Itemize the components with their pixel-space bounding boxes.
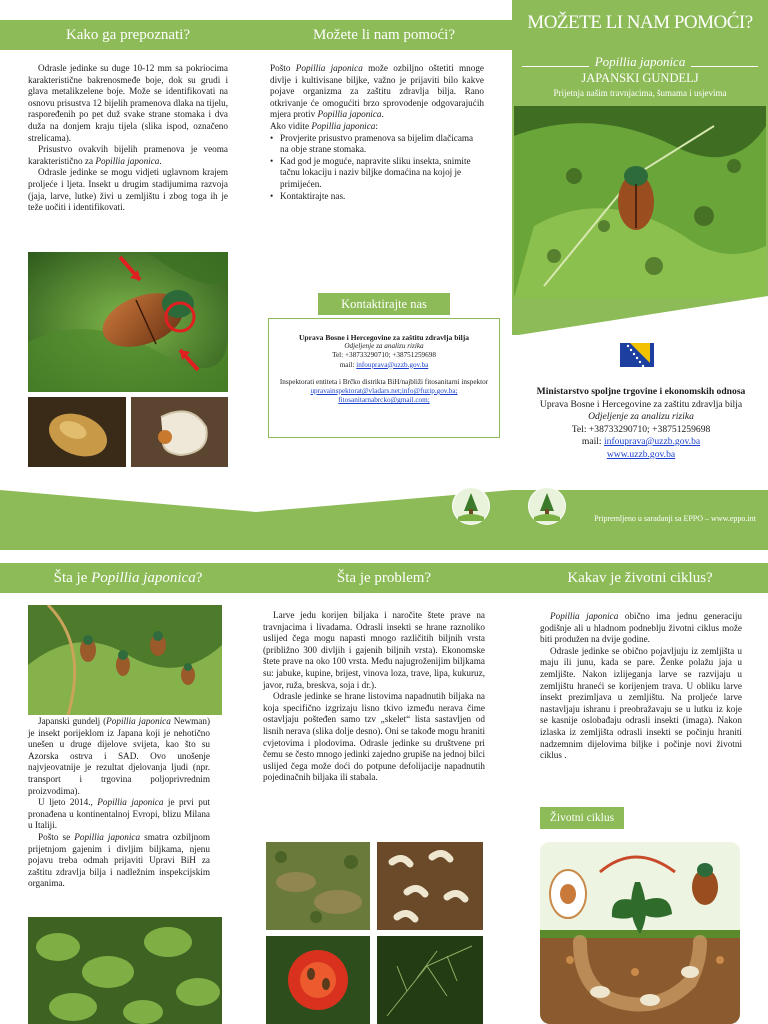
heading-can-you-help: Možete li nam pomoći? xyxy=(256,20,512,50)
ministry-contact: Ministarstvo spoljne trgovine i ekonomskih odnosa Uprava Bosne i Hercegovine za zaštitu zdravlja bilja Odjeljenje za analizu rizika Tel: +38733290710; +38751259698 mail: infouprava@uzzb.gov.ba www.uzzb.gov.ba xyxy=(516,386,766,461)
damaged-rose-image xyxy=(266,936,370,1024)
cover-panel xyxy=(512,0,768,335)
what-is-text: Japanski gundelj (Popillia japonica Newman) je insekt porijeklom iz Japana koji je nehotično unešen u druge dijelove svijeta, kao što su Azorska ostrva i SAD. Ovo unošenje najvjeovatnije je rezultat djelovanja ljudi (npr. transport i trgovina poljoprivrednim proizvodima). U ljeto 2014., Popillia japonica je prvi put pronađena u kontinentalnoj Evropi, blizu Milana u Italiji. Pošto se Popillia japonica smatra ozbiljnom prijetnjom gajenim i divljim biljkama, njenu pojavu treba odmah prijaviti Upravi BiH za zaštitu zdravlja bilja i nadležnim inspekcijskim organima. xyxy=(28,716,211,889)
beetles-on-plant-image xyxy=(28,605,222,715)
cover-common-name: JAPANSKI GUNDELJ xyxy=(581,71,699,85)
ministry-website-link[interactable]: www.uzzb.gov.ba xyxy=(606,448,676,460)
ministry-email-link[interactable]: infouprava@uzzb.gov.ba xyxy=(604,436,701,447)
brcko-email-link[interactable]: fitosanitarnabrcko@gmail.com; xyxy=(338,396,430,405)
cover-subtitle: Prijetnja našim travnjacima, šumama i usjevima xyxy=(553,88,727,98)
cover-species: Popillia japonica xyxy=(594,54,686,69)
heading-how-to-recognize: Kako ga prepoznati? xyxy=(0,20,256,50)
uzzb-logo-icon xyxy=(528,487,566,525)
larva-image xyxy=(131,397,228,467)
beetle-closeup-image xyxy=(28,252,228,392)
list-item: • Kad god je moguće, napravite sliku insekta, snimite tačnu lokaciju i naziv biljke domaćina na kojoj je primijećen. xyxy=(270,156,484,191)
damaged-plants-image xyxy=(28,917,222,1024)
help-bullets xyxy=(270,133,484,203)
heading-what-is: Šta je Popillia japonica? xyxy=(0,563,256,593)
life-cycle-diagram xyxy=(540,842,740,1024)
larvae-in-soil-image xyxy=(377,842,483,930)
contact-email-link[interactable]: infouprava@uzzb.gov.ba xyxy=(356,360,429,369)
skeletonized-leaves-image xyxy=(377,936,483,1024)
eppo-logo-icon xyxy=(452,487,490,525)
life-cycle-text: Popillia japonica obično ima jednu generaciju godišnje ali u hladnom podneblju životni ciklus može biti produžen na dvije godine. Odrasle jedinke se obično pojavljuju iz zemljišta u maju ili junu, kada se pare. Ženke polažu jaja u zemljište. Nakon izlijeganja larve se razvijaju u zemljištu hraneći se korijenjem trava. U obliku larve insekt prezimljava u zemljištu. Na proljeće larve nastavljaju ishranu i preobražavaju se u lutku iz koje se kasnije oslobađaju odrasli insekti (imaga). Nakon izlaska iz zemljišta odrasli insekti se počinju hraniti nadzemnim dijelovima biljke i počinje novi životni ciklus . xyxy=(540,611,742,761)
pupa-image xyxy=(28,397,126,467)
life-cycle-label: Životni ciklus xyxy=(540,807,624,829)
problem-text: Larve jedu korijen biljaka i naročite štete prave na travnjacima i livadama. Odrasli insekti se hrane raznoliko uslijed čega mogu napasti mnogo različitih biljnih vrsta (približno 300 divljih i gajenih biljnih vrsta). Ekonomske štete prave na oko 100 vrsta. Među najugroženijim biljkama su: jabuke, kupine, brijest, vinova loza, trave, lipa, kukuruz, javor, ruža, breskva, soja i dr.). Odrasle jedinke se hrane listovima napadnutih biljaka na koja specifično izgrizaju lisno tkivo između nerava čime ostavljaju pošteđen samo tzv „skelet“ lista sastavljen od lisnih nerava (slika dolje desno). Oni se takođe mogu hraniti cvjetovima i plodovima. Odrasle jedinke su društvene pri čemu se često mnogo jedinki zajedno grupiše na jednoj bilci uslijed čega može doći do potpune defolijacije napadnutih pojedinačnih biljaka ili stabala. xyxy=(263,610,485,783)
eppo-credit: Pripremljeno u saradanji sa EPPO – www.eppo.int xyxy=(594,514,756,523)
list-item: • Provjerite prisustvo pramenova sa bijelim dlačicama na obje strane stomaka. xyxy=(270,133,484,156)
cover-title: MOŽETE LI NAM POMOĆI? xyxy=(527,12,753,33)
damaged-lawn-image xyxy=(266,842,370,930)
help-text: Pošto Popillia japonica može ozbiljno oštetiti mnoge divlje i kultivisane biljke, važno je prijaviti bilo kakve pojave organizma za zaštitu zdravlja bilja. Rano otkrivanje će omogućiti brzo sprovodenje odgovarajućih mjera protiv Popillia japonica. Ako vidite Popillia japonica: • Provjerite prisustvo pramenova sa bijelim dlačicama na obje strane stomaka. • Kad god je moguće, napravite sliku insekta, snimite tačnu lokaciju i naziv biljke domaćina na kojoj je primijećen. • Kontaktirajte nas. xyxy=(270,63,484,202)
heading-problem: Šta je problem? xyxy=(256,563,512,593)
list-item: • Kontaktirajte nas. xyxy=(270,191,484,203)
contact-box: Uprava Bosne i Hercegovine za zaštitu zdravlja bilja Odjeljenje za analizu rizika Tel: +38733290710; +38751259698 mail: infouprava@uzzb.gov.ba Inspektorati entiteta i Brčko distrikta BiH/najbliži fitosanitarni inspektor upravainspektorat@vladars.net;info@fuzip.gov.ba; fitosanitarnabrcko@gmail.com; xyxy=(268,318,500,438)
heading-life-cycle: Kakav je životni ciklus? xyxy=(512,563,768,593)
inspectorate-email-link[interactable]: upravainspektorat@vladars.net;info@fuzip.gov.ba; xyxy=(310,387,458,396)
bih-flag-icon xyxy=(620,343,654,367)
recognize-text: Odrasle jedinke su duge 10-12 mm sa pokriocima karakteristične bakrenosmeđe boje, dok su grudi i glava metalikzelene boje. Može se identifikovati na osnovu prisustva 12 bijelih pramenova dlaka na tijelu, raspoređenih po pet duž svake strane stomaka i dva duža na donjem kraju tijela (slika ispod, označeno strelicama). Prisustvo ovakvih bijelih pramenova je veoma karakteristično za Popillia japonica. Odrasle jedinke se mogu vidjeti uglavnom krajem proljeće i ljeta. Insekt u drugim stadijumima razvoja (jaja, larve, lutke) živi u zemljištu i zbog toga ih je teže uočiti i identifikovati. xyxy=(28,63,228,213)
cover-beetle-image xyxy=(514,106,766,298)
contact-us-label: Kontaktirajte nas xyxy=(318,293,450,315)
